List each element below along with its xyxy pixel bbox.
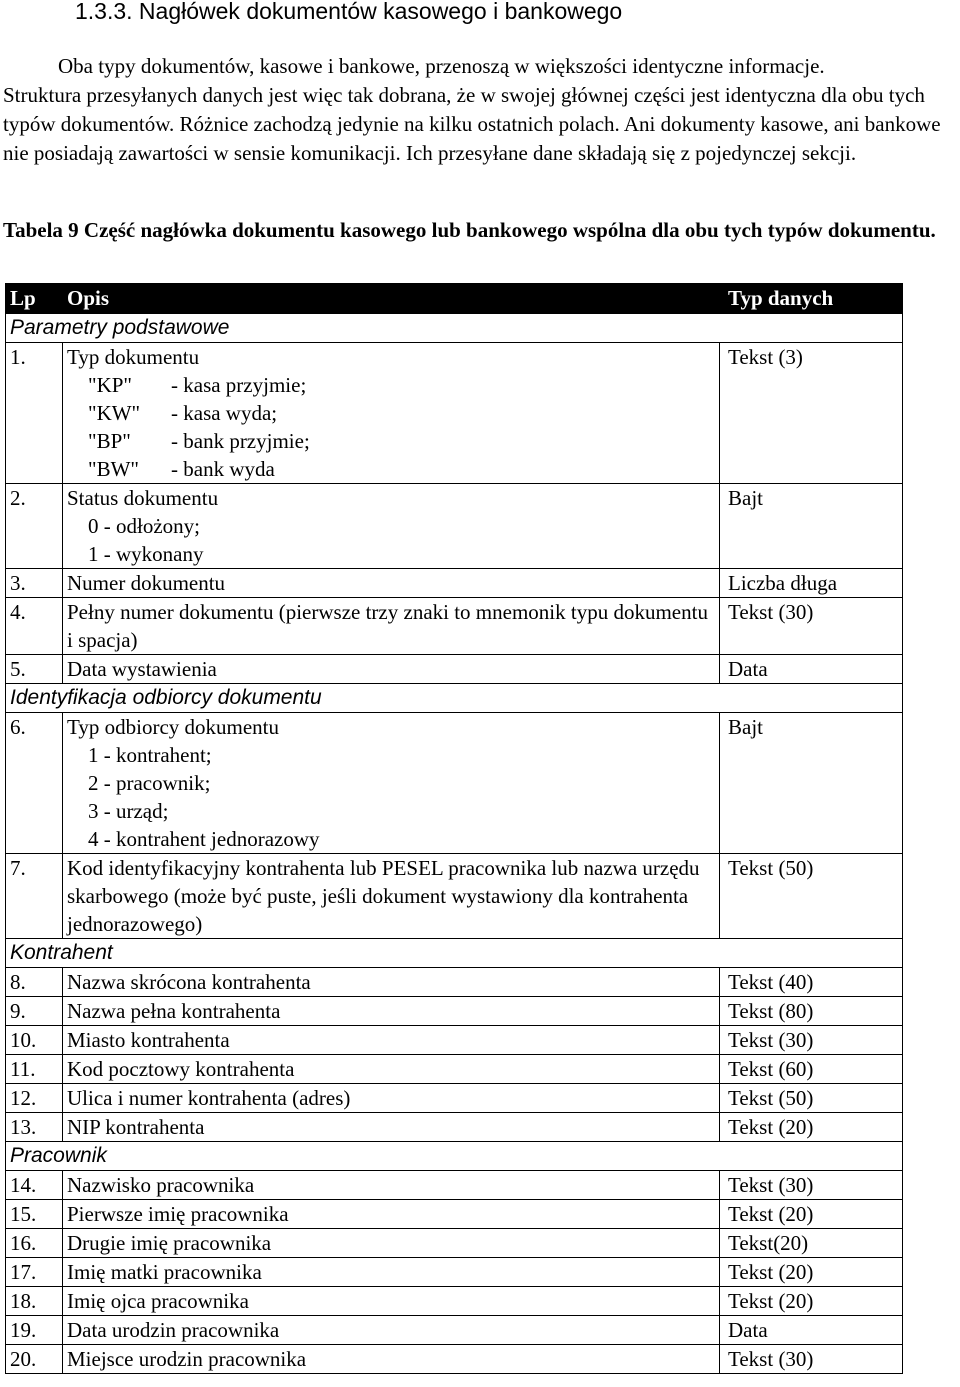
section-title: Identyfikacja odbiorcy dokumentu [6,684,903,713]
table-row [6,713,903,854]
table-row [6,1171,903,1200]
option-code: "BW" [88,457,139,481]
header-typ: Typ danych [720,284,903,314]
option-line: 3 - urząd; [88,799,169,823]
table-row [6,1345,903,1374]
table-row [6,1287,903,1316]
cell-typ: Tekst (30) [720,1026,903,1055]
cell-typ: Liczba długa [720,569,903,598]
option-line: 0 - odłożony; [88,514,200,538]
cell-typ: Tekst(20) [720,1229,903,1258]
cell-opis: Drugie imię pracownika [63,1229,720,1258]
option-code: "BP" [88,429,131,453]
table-caption: Tabela 9 Część nagłówka dokumentu kasowego lub bankowego wspólna dla obu tych typów dokumentu. [3,218,936,242]
cell-lp: 3. [6,569,63,598]
table-row [6,484,903,569]
option-line [67,427,719,455]
cell-opis: Imię ojca pracownika [63,1287,720,1316]
section-heading: 1.3.3. Nagłówek dokumentów kasowego i bankowego [75,0,623,24]
cell-typ: Tekst (20) [720,1287,903,1316]
cell-opis: Kod pocztowy kontrahenta [63,1055,720,1084]
cell-lp: 7. [6,854,63,939]
paragraph-first-line: Oba typy dokumentów, kasowe i bankowe, przenoszą w większości identyczne informacje. [58,54,825,78]
option-line: 4 - kontrahent jednorazowy [88,827,320,851]
cell-opis: Imię matki pracownika [63,1258,720,1287]
option-code: "KP" [88,373,132,397]
option-line: 1 - wykonany [88,542,204,566]
table-row [6,1316,903,1345]
section-row [6,684,903,713]
cell-lp: 6. [6,713,63,854]
cell-lp: 18. [6,1287,63,1316]
cell-lp: 14. [6,1171,63,1200]
intro-paragraph [3,52,958,168]
cell-typ: Bajt [720,713,903,854]
cell-typ: Data [720,1316,903,1345]
cell-opis [63,343,720,484]
table-row [6,1229,903,1258]
cell-typ: Tekst (40) [720,968,903,997]
cell-typ: Tekst (30) [720,598,903,655]
table-row [6,343,903,484]
cell-opis: Ulica i numer kontrahenta (adres) [63,1084,720,1113]
cell-opis: Nazwisko pracownika [63,1171,720,1200]
cell-opis: Kod identyfikacyjny kontrahenta lub PESEL pracownika lub nazwa urzędu skarbowego (może być puste, jeśli dokument wystawiony dla kontrahenta jednorazowego) [63,854,720,939]
option-desc: - kasa wyda; [171,401,278,425]
table-header-row [6,284,903,314]
cell-opis: Pełny numer dokumentu (pierwsze trzy znaki to mnemonik typu dokumentu i spacja) [63,598,720,655]
cell-typ: Tekst (3) [720,343,903,484]
cell-lp: 20. [6,1345,63,1374]
cell-typ: Bajt [720,484,903,569]
cell-lp: 17. [6,1258,63,1287]
table-row [6,569,903,598]
option-code: "KW" [88,401,141,425]
cell-opis: Numer dokumentu [63,569,720,598]
cell-lp: 9. [6,997,63,1026]
option-desc: - bank wyda [171,457,275,481]
section-row [6,939,903,968]
table-row [6,1055,903,1084]
section-title: Pracownik [6,1142,903,1171]
table-row [6,1084,903,1113]
table-row [6,1113,903,1142]
cell-typ: Tekst (50) [720,1084,903,1113]
cell-typ: Data [720,655,903,684]
table-row [6,1200,903,1229]
table-row [6,1258,903,1287]
cell-opis: Miasto kontrahenta [63,1026,720,1055]
table-row [6,997,903,1026]
section-title: Kontrahent [6,939,903,968]
cell-opis [63,484,720,569]
cell-lp: 19. [6,1316,63,1345]
cell-lp: 1. [6,343,63,484]
cell-typ: Tekst (30) [720,1345,903,1374]
table-row [6,655,903,684]
cell-lp: 16. [6,1229,63,1258]
option-desc: - kasa przyjmie; [171,373,307,397]
cell-opis: Nazwa pełna kontrahenta [63,997,720,1026]
table-row [6,598,903,655]
header-lp: Lp [6,284,63,314]
paragraph-body: Struktura przesyłanych danych jest więc tak dobrana, że w swojej głównej części jest identyczna dla obu tych typów dokumentów. Różnice zachodzą jedynie na kilku ostatnich polach. Ani dokumenty kasowe, ani bankowe nie posiadają zawartości w sensie komunikacji. Ich przesyłane dane składają się z pojedynczej sekcji. [3,83,941,165]
option-line [67,371,719,399]
option-line [67,399,719,427]
cell-lp: 11. [6,1055,63,1084]
cell-lp: 4. [6,598,63,655]
cell-typ: Tekst (30) [720,1171,903,1200]
table-row [6,854,903,939]
cell-opis: Miejsce urodzin pracownika [63,1345,720,1374]
option-line: 1 - kontrahent; [88,743,212,767]
header-opis: Opis [63,284,720,314]
field-name: Status dokumentu [67,486,219,510]
fields-table [5,283,903,1374]
cell-opis: Data urodzin pracownika [63,1316,720,1345]
option-line [67,455,719,483]
field-name: Typ dokumentu [67,345,200,369]
cell-opis: Pierwsze imię pracownika [63,1200,720,1229]
cell-typ: Tekst (20) [720,1258,903,1287]
cell-lp: 8. [6,968,63,997]
cell-lp: 2. [6,484,63,569]
table-row [6,1026,903,1055]
cell-typ: Tekst (50) [720,854,903,939]
table-row [6,968,903,997]
cell-opis: NIP kontrahenta [63,1113,720,1142]
cell-lp: 13. [6,1113,63,1142]
cell-lp: 5. [6,655,63,684]
cell-opis: Nazwa skrócona kontrahenta [63,968,720,997]
option-line: 2 - pracownik; [88,771,211,795]
cell-lp: 12. [6,1084,63,1113]
section-row [6,314,903,343]
section-title: Parametry podstawowe [6,314,903,343]
cell-lp: 10. [6,1026,63,1055]
cell-opis: Data wystawienia [63,655,720,684]
field-name: Typ odbiorcy dokumentu [67,715,279,739]
section-row [6,1142,903,1171]
cell-opis [63,713,720,854]
cell-lp: 15. [6,1200,63,1229]
cell-typ: Tekst (20) [720,1200,903,1229]
cell-typ: Tekst (80) [720,997,903,1026]
cell-typ: Tekst (60) [720,1055,903,1084]
option-desc: - bank przyjmie; [171,429,310,453]
cell-typ: Tekst (20) [720,1113,903,1142]
